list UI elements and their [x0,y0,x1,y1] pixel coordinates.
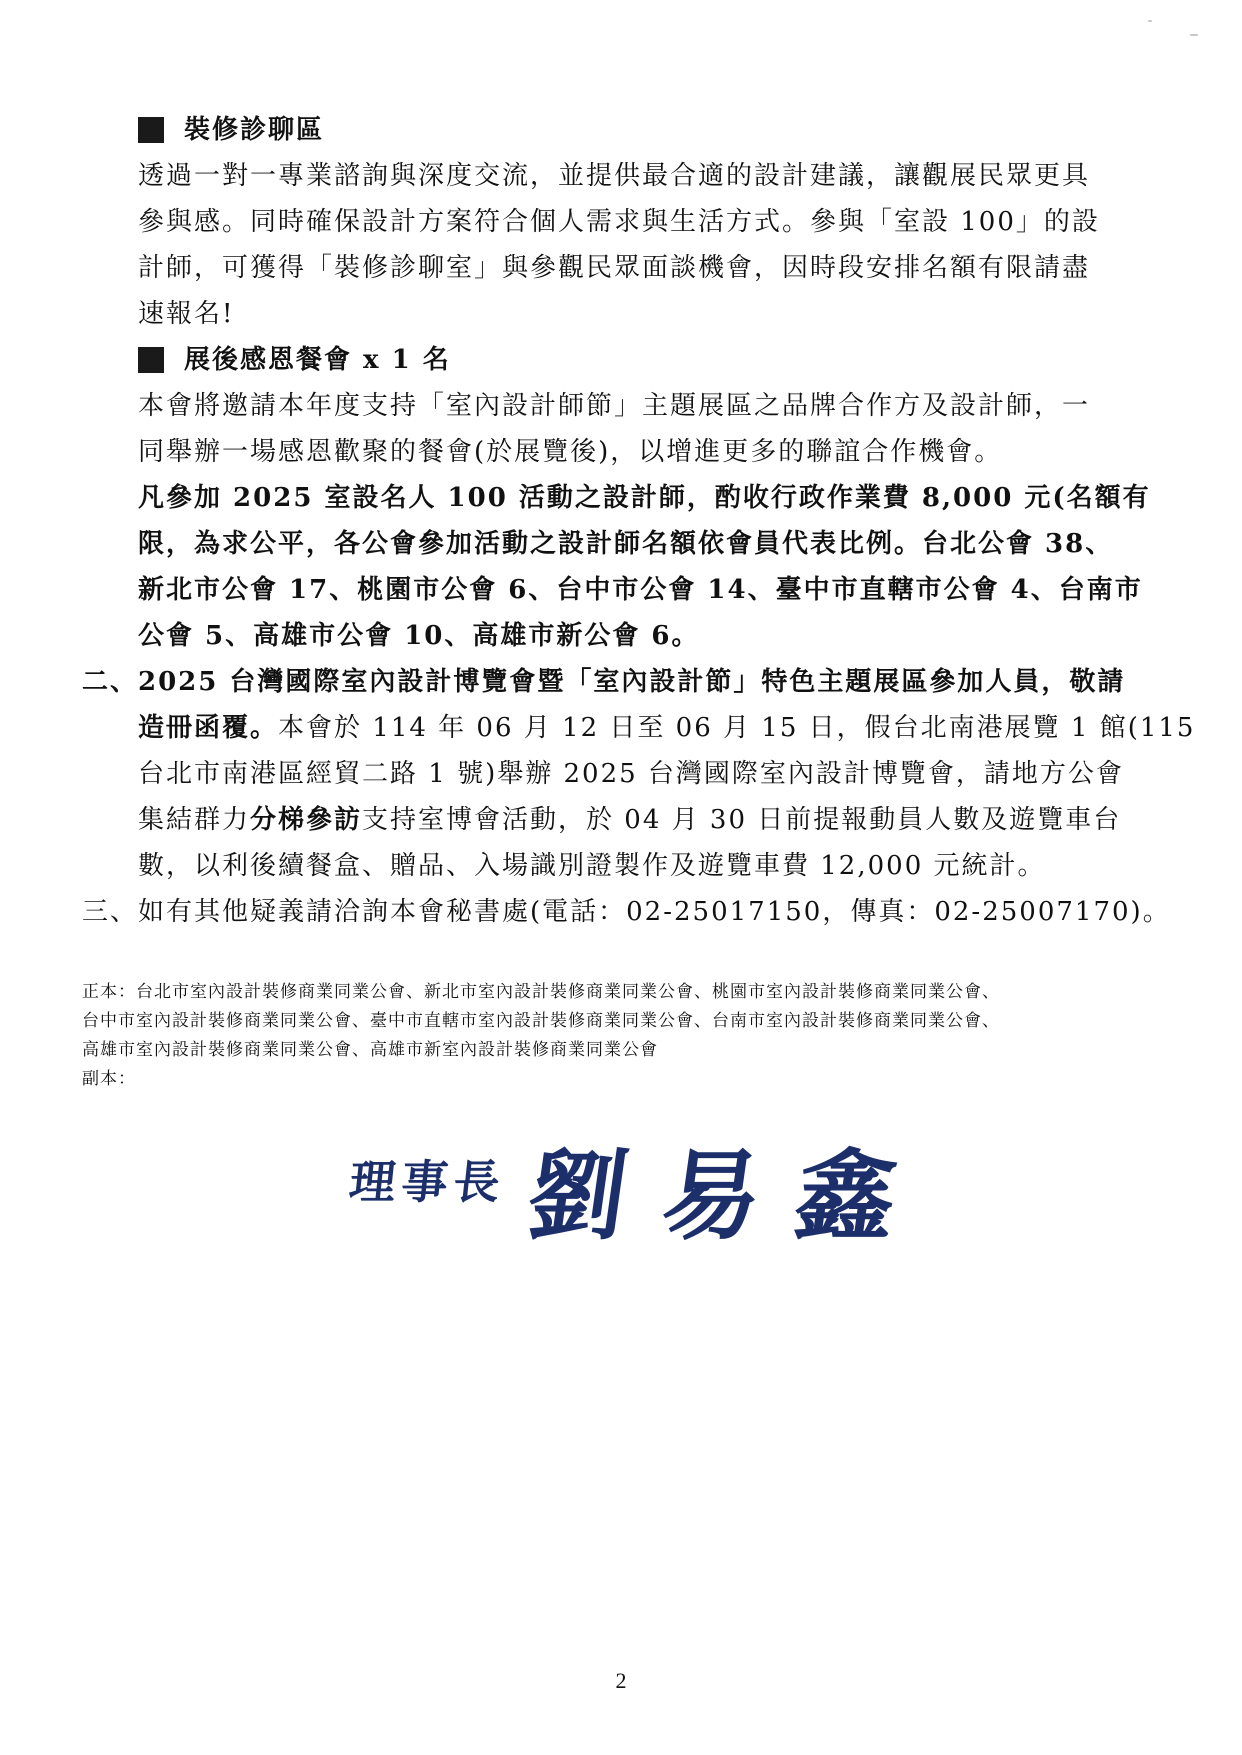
distribution-primary-line: 正本：台北市室內設計裝修商業同業公會、新北市室內設計裝修商業同業公會、桃園市室內設計裝修商業同業公會、 [82,982,1000,1002]
item-three-text: 如有其他疑義請洽詢本會秘書處(電話：02-25017150，傳真：02-25007170)。 [138,897,1171,927]
clinic-text-line: 計師，可獲得「裝修診聊室」與參觀民眾面談機會，因時段安排名額有限請盡 [138,253,1091,283]
heading-bullet-square [138,117,164,143]
item-number-two: 二、 [82,667,139,697]
clinic-text-line: 速報名! [138,299,235,329]
item-two-line: 數，以利後續餐盒、贈品、入場識別證製作及遊覽車費 12,000 元統計。 [138,851,1046,881]
heading-bullet-square [138,347,164,373]
item-two-emphasis: 造冊函覆。 [138,713,279,743]
chairman-signature [346,1118,950,1254]
page-number: 2 [615,1668,627,1693]
item-two-text: 集結群力 [138,805,251,835]
dinner-fee-line: 凡參加 2025 室設名人 100 活動之設計師，酌收行政作業費 8,000 元(名額有 [138,483,1151,513]
dinner-fee-line: 限，為求公平，各公會參加活動之設計師名額依會員代表比例。台北公會 38、 [138,529,1114,559]
dinner-text-line: 同舉辦一場感恩歡聚的餐會(於展覽後)，以增進更多的聯誼合作機會。 [138,437,1003,467]
section-heading-dinner: 展後感恩餐會 x 1 名 [184,345,451,375]
item-number-three: 三、 [82,897,139,927]
item-two-line: 台北市南港區經貿二路 1 號)舉辦 2025 台灣國際室內設計博覽會，請地方公會 [138,759,1124,789]
signature-title: 理事長 [346,1155,509,1209]
item-two-text: 支持室博會活動，於 04 月 30 日前提報動員人數及遊覽車台 [362,805,1122,835]
scan-speck [1148,20,1152,22]
distribution-primary-line: 高雄市室內設計裝修商業同業公會、高雄市新室內設計裝修商業同業公會 [82,1040,658,1060]
item-two-text: 本會於 114 年 06 月 12 日至 06 月 15 日，假台北南港展覽 1 館(115 [278,713,1196,743]
item-two-line [138,710,1195,746]
item-two-emphasis: 分梯參訪 [250,805,363,835]
item-two-line [138,802,1121,838]
dinner-fee-line: 公會 5、高雄市公會 10、高雄市新公會 6。 [138,621,700,651]
distribution-copy-label: 副本： [82,1069,136,1089]
scan-speck [1190,34,1198,36]
clinic-text-line: 參與感。同時確保設計方案符合個人需求與生活方式。參與「室設 100」的設 [138,207,1100,237]
clinic-text-line: 透過一對一專業諮詢與深度交流，並提供最合適的設計建議，讓觀展民眾更具 [138,161,1091,191]
distribution-primary-line: 台中市室內設計裝修商業同業公會、臺中市直轄市室內設計裝修商業同業公會、台南市室內設計裝修商業同業公會、 [82,1011,1000,1031]
dinner-fee-line: 新北市公會 17、桃園市公會 6、台中市公會 14、臺中市直轄市公會 4、台南市 [138,575,1143,605]
item-two-line: 2025 台灣國際室內設計博覽會暨「室內設計節」特色主題展區參加人員，敬請 [138,667,1126,697]
signature-name: 劉易鑫 [520,1139,939,1254]
section-heading-clinic: 裝修診聊區 [184,115,325,145]
dinner-text-line: 本會將邀請本年度支持「室內設計師節」主題展區之品牌合作方及設計師，一 [138,391,1091,421]
